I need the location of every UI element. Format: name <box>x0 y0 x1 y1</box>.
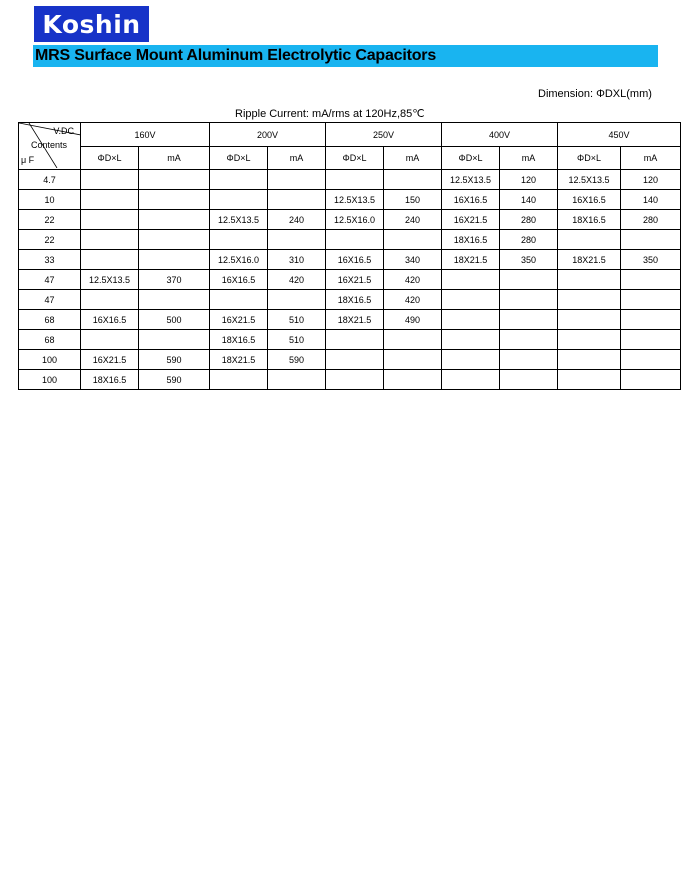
ripple-current-cell <box>268 290 326 310</box>
dimension-cell <box>442 370 500 390</box>
dimension-cell: 18X16.5 <box>558 210 621 230</box>
ripple-current-cell <box>621 370 681 390</box>
ripple-current-cell <box>384 370 442 390</box>
table-row <box>19 310 681 330</box>
capacitance-cell: 68 <box>19 310 81 330</box>
dimension-cell <box>210 190 268 210</box>
ripple-current-cell: 140 <box>621 190 681 210</box>
dimension-cell: 16X16.5 <box>210 270 268 290</box>
ripple-current-cell <box>621 310 681 330</box>
subheader-ma: mA <box>384 147 442 170</box>
dimension-cell: 16X21.5 <box>81 350 139 370</box>
ripple-current-cell: 420 <box>384 270 442 290</box>
subheader-dimension: ΦD×L <box>442 147 500 170</box>
dimension-cell <box>81 250 139 270</box>
ripple-current-cell <box>268 170 326 190</box>
ripple-current-cell <box>621 350 681 370</box>
capacitance-cell: 100 <box>19 370 81 390</box>
dimension-cell <box>81 290 139 310</box>
table-row <box>19 350 681 370</box>
ripple-current-cell <box>621 230 681 250</box>
dimension-cell <box>81 170 139 190</box>
dimension-cell <box>326 170 384 190</box>
dimension-cell <box>442 330 500 350</box>
ripple-current-cell: 500 <box>139 310 210 330</box>
capacitor-spec-table <box>18 122 681 390</box>
subheader-dimension: ΦD×L <box>326 147 384 170</box>
ripple-current-cell: 120 <box>500 170 558 190</box>
ripple-current-cell <box>139 330 210 350</box>
ripple-current-cell: 420 <box>384 290 442 310</box>
subheader-ma: mA <box>139 147 210 170</box>
ripple-current-cell: 150 <box>384 190 442 210</box>
ripple-current-cell: 590 <box>139 350 210 370</box>
ripple-current-cell: 510 <box>268 330 326 350</box>
dimension-cell: 18X21.5 <box>326 310 384 330</box>
dimension-cell <box>442 350 500 370</box>
ripple-current-cell: 510 <box>268 310 326 330</box>
corner-header-cell <box>19 123 81 170</box>
dimension-cell: 16X21.5 <box>442 210 500 230</box>
dimension-cell: 12.5X13.5 <box>210 210 268 230</box>
voltage-header-400v: 400V <box>442 123 558 147</box>
dimension-cell <box>558 350 621 370</box>
ripple-current-cell <box>500 290 558 310</box>
ripple-current-cell <box>500 370 558 390</box>
ripple-current-cell: 120 <box>621 170 681 190</box>
dimension-cell <box>326 330 384 350</box>
ripple-current-cell <box>384 330 442 350</box>
ripple-current-cell: 280 <box>500 230 558 250</box>
dimension-cell: 12.5X16.0 <box>210 250 268 270</box>
ripple-current-cell: 280 <box>500 210 558 230</box>
dimension-cell <box>81 330 139 350</box>
capacitance-cell: 47 <box>19 270 81 290</box>
ripple-current-cell: 490 <box>384 310 442 330</box>
dimension-cell: 12.5X13.5 <box>558 170 621 190</box>
table-row <box>19 370 681 390</box>
dimension-cell: 18X16.5 <box>210 330 268 350</box>
dimension-cell <box>326 350 384 370</box>
dimension-cell <box>558 330 621 350</box>
ripple-current-cell: 240 <box>384 210 442 230</box>
dimension-cell <box>210 370 268 390</box>
capacitance-cell: 100 <box>19 350 81 370</box>
ripple-current-cell <box>139 190 210 210</box>
subheader-dimension: ΦD×L <box>558 147 621 170</box>
ripple-current-cell: 340 <box>384 250 442 270</box>
subheader-dimension: ΦD×L <box>210 147 268 170</box>
ripple-current-cell <box>621 290 681 310</box>
ripple-current-cell <box>500 270 558 290</box>
corner-vdc-label: V.DC <box>53 126 74 136</box>
ripple-current-cell <box>384 170 442 190</box>
dimension-cell: 12.5X16.0 <box>326 210 384 230</box>
dimension-cell <box>210 230 268 250</box>
capacitance-cell: 4.7 <box>19 170 81 190</box>
dimension-cell <box>210 290 268 310</box>
dimension-cell <box>558 290 621 310</box>
dimension-cell <box>558 370 621 390</box>
voltage-header-250v: 250V <box>326 123 442 147</box>
table-row <box>19 210 681 230</box>
ripple-current-cell: 240 <box>268 210 326 230</box>
dimension-cell: 18X21.5 <box>442 250 500 270</box>
capacitance-cell: 22 <box>19 230 81 250</box>
table-row <box>19 330 681 350</box>
dimension-cell: 18X21.5 <box>558 250 621 270</box>
ripple-current-cell: 350 <box>500 250 558 270</box>
dimension-cell: 12.5X13.5 <box>81 270 139 290</box>
capacitance-cell: 22 <box>19 210 81 230</box>
ripple-current-cell: 370 <box>139 270 210 290</box>
ripple-current-cell <box>139 210 210 230</box>
ripple-current-cell <box>500 350 558 370</box>
table-row <box>19 230 681 250</box>
ripple-current-cell <box>621 270 681 290</box>
corner-uf-label: μ F <box>21 155 35 165</box>
dimension-cell: 16X16.5 <box>326 250 384 270</box>
dimension-cell <box>326 370 384 390</box>
dimension-cell <box>442 290 500 310</box>
ripple-current-cell <box>268 370 326 390</box>
table-row <box>19 270 681 290</box>
subheader-dimension: ΦD×L <box>81 147 139 170</box>
subheader-ma: mA <box>268 147 326 170</box>
ripple-current-label: Ripple Current: mA/rms at 120Hz,85℃ <box>235 108 425 120</box>
ripple-current-cell <box>384 350 442 370</box>
ripple-current-cell <box>139 170 210 190</box>
ripple-current-cell <box>268 230 326 250</box>
capacitance-cell: 10 <box>19 190 81 210</box>
dimension-cell: 16X21.5 <box>210 310 268 330</box>
ripple-current-cell <box>500 310 558 330</box>
brand-logo: Koshin <box>34 6 149 42</box>
dimension-cell: 16X16.5 <box>558 190 621 210</box>
dimension-cell <box>210 170 268 190</box>
dimension-cell: 18X21.5 <box>210 350 268 370</box>
ripple-current-cell: 420 <box>268 270 326 290</box>
voltage-header-160v: 160V <box>81 123 210 147</box>
ripple-current-cell <box>500 330 558 350</box>
ripple-current-cell <box>139 230 210 250</box>
dimension-cell <box>81 230 139 250</box>
capacitance-cell: 33 <box>19 250 81 270</box>
ripple-current-cell: 140 <box>500 190 558 210</box>
dimension-cell: 18X16.5 <box>442 230 500 250</box>
dimension-cell: 18X16.5 <box>326 290 384 310</box>
ripple-current-cell <box>621 330 681 350</box>
voltage-header-200v: 200V <box>210 123 326 147</box>
capacitance-cell: 68 <box>19 330 81 350</box>
dimension-cell <box>81 190 139 210</box>
table-row <box>19 170 681 190</box>
dimension-cell: 16X16.5 <box>442 190 500 210</box>
page-title: MRS Surface Mount Aluminum Electrolytic Capacitors <box>35 47 437 64</box>
voltage-header-450v: 450V <box>558 123 681 147</box>
ripple-current-cell: 590 <box>268 350 326 370</box>
ripple-current-cell <box>384 230 442 250</box>
dimension-cell: 16X16.5 <box>81 310 139 330</box>
table-row <box>19 250 681 270</box>
subheader-ma: mA <box>500 147 558 170</box>
ripple-current-cell <box>139 290 210 310</box>
dimension-cell <box>558 230 621 250</box>
table-row <box>19 290 681 310</box>
ripple-current-cell: 280 <box>621 210 681 230</box>
subheader-ma: mA <box>621 147 681 170</box>
dimension-cell <box>442 270 500 290</box>
dimension-label: Dimension: ΦDXL(mm) <box>538 88 652 100</box>
dimension-cell: 12.5X13.5 <box>326 190 384 210</box>
ripple-current-cell <box>139 250 210 270</box>
dimension-cell: 16X21.5 <box>326 270 384 290</box>
ripple-current-cell: 310 <box>268 250 326 270</box>
table-row <box>19 190 681 210</box>
dimension-cell <box>81 210 139 230</box>
dimension-cell: 12.5X13.5 <box>442 170 500 190</box>
dimension-cell: 18X16.5 <box>81 370 139 390</box>
dimension-cell <box>326 230 384 250</box>
ripple-current-cell: 350 <box>621 250 681 270</box>
capacitance-cell: 47 <box>19 290 81 310</box>
ripple-current-cell: 590 <box>139 370 210 390</box>
dimension-cell <box>558 270 621 290</box>
dimension-cell <box>442 310 500 330</box>
dimension-cell <box>558 310 621 330</box>
corner-contents-label: Contents <box>31 140 68 150</box>
ripple-current-cell <box>268 190 326 210</box>
